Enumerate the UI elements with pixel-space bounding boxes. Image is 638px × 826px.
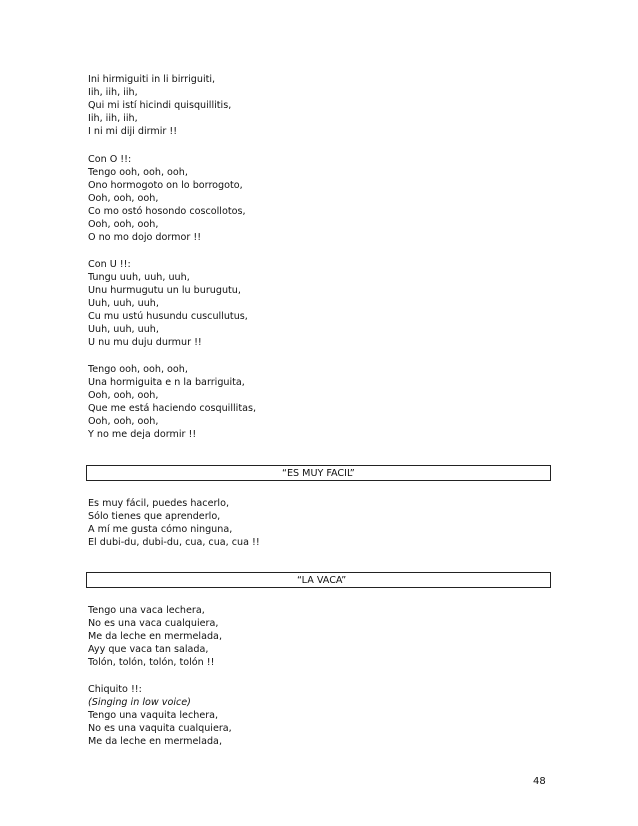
lyric-line: Me da leche en mermelada, <box>88 736 222 747</box>
lyric-line: Sólo tienes que aprenderlo, <box>88 511 221 522</box>
lyric-line: Ooh, ooh, ooh, <box>88 193 159 204</box>
lyric-line: Iih, iih, iih, <box>88 87 138 98</box>
lyric-line: El dubi-du, dubi-du, cua, cua, cua !! <box>88 537 260 548</box>
lyric-line: Uuh, uuh, uuh, <box>88 298 159 309</box>
lyric-line: Cu mu ustú husundu cuscullutus, <box>88 311 248 322</box>
lyric-line: Unu hurmugutu un lu burugutu, <box>88 285 241 296</box>
lyric-line: Ooh, ooh, ooh, <box>88 390 159 401</box>
lyric-line: Tengo ooh, ooh, ooh, <box>88 167 188 178</box>
lyric-line: Y no me deja dormir !! <box>88 429 197 440</box>
lyric-line: Una hormiguita e n la barriguita, <box>88 377 245 388</box>
lyric-line: Con O !!: <box>88 154 132 165</box>
lyric-line: O no mo dojo dormor !! <box>88 232 202 243</box>
lyric-line: Que me está haciendo cosquillitas, <box>88 403 257 414</box>
stanza-la-vaca-2 <box>88 683 232 748</box>
lyric-line: I ni mi diji dirmir !! <box>88 126 178 137</box>
song-title-box <box>86 465 551 481</box>
lyric-line: No es una vaquita cualquiera, <box>88 723 232 734</box>
lyric-line: Co mo ostó hosondo coscollotos, <box>88 206 246 217</box>
lyric-line: Tengo una vaca lechera, <box>88 605 205 616</box>
lyric-line: Tungu uuh, uuh, uuh, <box>88 272 190 283</box>
stanza-final <box>88 363 256 441</box>
stage-direction: (Singing in low voice) <box>88 697 191 708</box>
lyric-line: Uuh, uuh, uuh, <box>88 324 159 335</box>
stanza-i <box>88 73 231 138</box>
lyric-line: Me da leche en mermelada, <box>88 631 222 642</box>
lyric-line: Ayy que vaca tan salada, <box>88 644 209 655</box>
lyric-line: No es una vaca cualquiera, <box>88 618 219 629</box>
lyric-line: A mí me gusta cómo ninguna, <box>88 524 233 535</box>
page-number: 48 <box>533 776 546 787</box>
stanza-es-muy-facil <box>88 497 260 549</box>
lyric-line: Tengo ooh, ooh, ooh, <box>88 364 188 375</box>
lyric-line: Ooh, ooh, ooh, <box>88 219 159 230</box>
lyric-line: Qui mi istí hicindi quisquillitis, <box>88 100 232 111</box>
lyric-line: Chiquito !!: <box>88 684 142 695</box>
lyric-line: U nu mu duju durmur !! <box>88 337 202 348</box>
lyric-line: Ooh, ooh, ooh, <box>88 416 159 427</box>
lyric-line: Ono hormogoto on lo borrogoto, <box>88 180 243 191</box>
stanza-o <box>88 153 246 244</box>
lyric-line: Tengo una vaquita lechera, <box>88 710 219 721</box>
lyric-line: Tolón, tolón, tolón, tolón !! <box>88 657 215 668</box>
lyric-line: Ini hirmiguiti in li birriguiti, <box>88 74 216 85</box>
song-title-box <box>86 572 551 588</box>
stanza-la-vaca-1 <box>88 604 222 669</box>
lyric-line: Iih, iih, iih, <box>88 113 138 124</box>
song-title: “ES MUY FACIL” <box>282 468 355 479</box>
song-title: “LA VACA” <box>297 575 347 586</box>
stanza-u <box>88 258 248 349</box>
lyric-line: Con U !!: <box>88 259 131 270</box>
lyric-line: Es muy fácil, puedes hacerlo, <box>88 498 230 509</box>
